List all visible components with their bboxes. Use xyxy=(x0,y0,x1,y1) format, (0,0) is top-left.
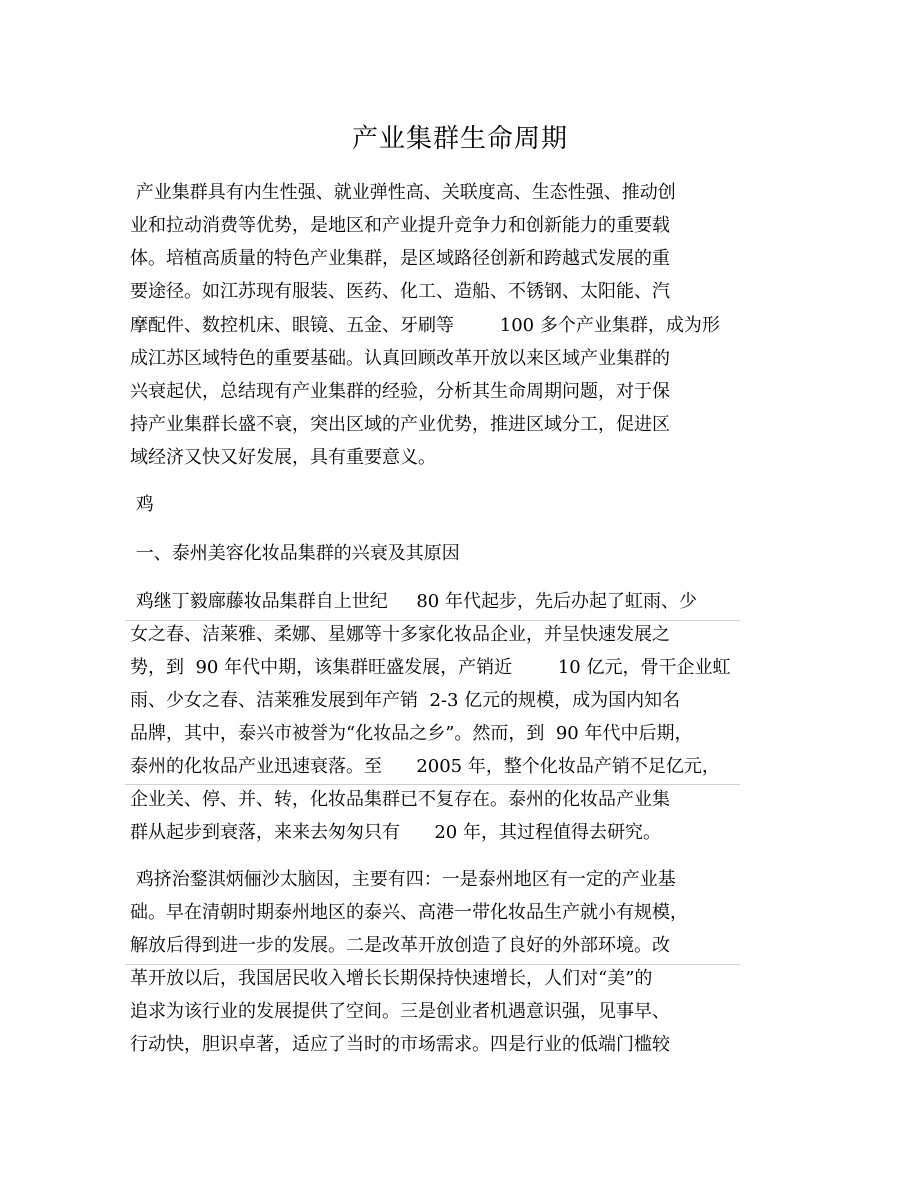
paragraph-line: 企业关、停、并、转，化妆品集群已不复存在。泰州的化妆品产业集 xyxy=(130,789,670,810)
paragraph-line: 鸡挤治鍪淇炳俪沙太脑因，主要有四：一是泰州地区有一定的产业基 xyxy=(130,869,676,890)
paragraph-line: 础。早在清朝时期泰州地区的泰兴、高港一带化妆品生产就小有规模， xyxy=(130,902,688,923)
paragraph-line: 体。培植高质量的特色产业集群，是区域路径创新和跨越式发展的重 xyxy=(130,248,670,269)
paragraph-line: 业和拉动消费等优势，是地区和产业提升竞争力和创新能力的重要载 xyxy=(130,215,670,236)
paragraph-line: 鸡继丁毅廍藤妆品集群自上世纪 80 年代起步，先后办起了虹雨、少 xyxy=(130,591,697,612)
divider xyxy=(125,784,740,785)
paragraph-line: 泰州的化妆品产业迅速衰落。至 2005 年，整个化妆品产销不足亿元， xyxy=(130,756,720,777)
paragraph-line: 要途径。如江苏现有服装、医药、化工、造船、不锈钢、太阳能、汽 xyxy=(130,281,670,302)
paragraph-line: 追求为该行业的发展提供了空间。三是创业者机遇意识强，见事早、 xyxy=(130,1001,670,1022)
paragraph-line: 鸡 xyxy=(130,494,154,515)
paragraph-line: 产业集群具有内生性强、就业弹性高、关联度高、生态性强、推动创 xyxy=(130,182,676,203)
paragraph-line: 域经济又快又好发展，具有重要意义。 xyxy=(130,447,436,468)
paragraph-line: 女之春、洁莱雅、柔娜、星娜等十多家化妆品企业，并呈快速发展之 xyxy=(130,624,670,645)
paragraph-line: 成江苏区域特色的重要基础。认真回顾改革开放以来区域产业集群的 xyxy=(130,348,670,369)
paragraph-line: 解放后得到进一步的发展。二是改革开放创造了良好的外部环境。改 xyxy=(130,935,670,956)
paragraph-line: 雨、少女之春、洁莱雅发展到年产销 2-3 亿元的规模，成为国内知名 xyxy=(130,690,681,711)
divider xyxy=(125,964,740,965)
page-title: 产业集群生命周期 xyxy=(351,124,568,154)
paragraph-line: 品牌，其中，泰兴市被誉为“化妆品之乡”。然而，到 90 年代中后期， xyxy=(130,723,693,744)
section-heading: 一、泰州美容化妆品集群的兴衰及其原因 xyxy=(130,543,460,564)
divider xyxy=(125,620,740,621)
paragraph-line: 兴衰起伏，总结现有产业集群的经验，分析其生命周期问题，对于保 xyxy=(130,381,670,402)
paragraph-line: 群从起步到衰落，来来去匆匆只有 20 年，其过程值得去研究。 xyxy=(130,822,661,843)
paragraph-line: 革开放以后，我国居民收入增长长期保持快速增长，人们对“美”的 xyxy=(130,968,653,989)
paragraph-line: 势，到 90 年代中期，该集群旺盛发展，产销近 10 亿元，骨干企业虹 xyxy=(130,657,731,678)
paragraph-line: 行动快，胆识卓著，适应了当时的市场需求。四是行业的低端门槛较 xyxy=(130,1034,670,1055)
paragraph-line: 持产业集群长盛不衰，突出区域的产业优势，推进区域分工，促进区 xyxy=(130,414,670,435)
paragraph-line: 摩配件、数控机床、眼镜、五金、牙刷等 100 多个产业集群，成为形 xyxy=(130,315,720,336)
